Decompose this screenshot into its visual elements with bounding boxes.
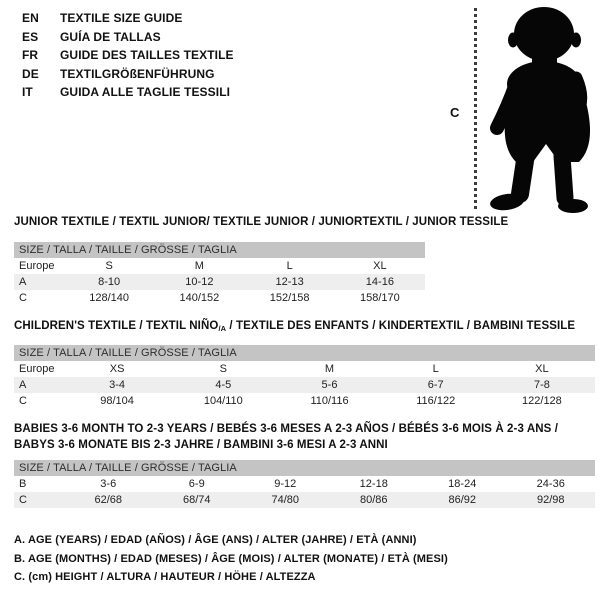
table-row (14, 377, 595, 393)
size-cell: 110/116 (310, 395, 349, 407)
size-cell: 128/140 (89, 292, 129, 304)
size-cell: 3-6 (100, 478, 117, 490)
size-cell: 158/170 (359, 292, 400, 304)
row-label: A (19, 379, 27, 391)
size-cell: 116/122 (416, 395, 456, 407)
table-row (14, 290, 425, 306)
size-cell: 12-13 (275, 276, 304, 288)
table-row (14, 258, 425, 274)
row-label: Europe (19, 363, 55, 375)
size-cell: 4-5 (215, 379, 232, 391)
size-cell: XL (535, 363, 549, 375)
table-row (14, 274, 425, 290)
language-code: ES (22, 29, 39, 44)
junior-table-title: JUNIOR TEXTILE / TEXTIL JUNIOR/ TEXTILE JUNIOR / JUNIORTEXTIL / JUNIOR TESSILE (14, 216, 509, 228)
size-cell: 9-12 (274, 478, 297, 490)
size-cell: 62/68 (94, 494, 123, 506)
babies-title-line2: BABYS 3-6 MONATE BIS 2-3 JAHRE / BAMBINI 3-6 MESI A 2-3 ANNI (14, 439, 388, 451)
size-cell: 92/98 (536, 494, 565, 506)
language-label: GUIDA ALLE TAGLIE TESSILI (60, 85, 231, 99)
children-title-post: / TEXTILE DES ENFANTS / KINDERTEXTIL / BAMBINI TESSILE (226, 320, 576, 332)
size-cell: 152/158 (269, 292, 310, 304)
row-label: C (19, 395, 27, 407)
children-table-title (14, 320, 575, 333)
baby-silhouette (480, 4, 598, 214)
size-cell: M (194, 260, 204, 272)
language-list (22, 9, 234, 102)
row-label: Europe (19, 260, 55, 272)
babies-title-line1: BABIES 3-6 MONTH TO 2-3 YEARS / BEBÉS 3-6 MESES A 2-3 AÑOS / BÉBÉS 3-6 MOIS À 2-3 ANS / (14, 423, 558, 435)
size-cell: L (432, 363, 439, 375)
note-height: C. (cm) HEIGHT / ALTURA / HAUTEUR / HÖHE / ALTEZZA (14, 571, 316, 583)
legend-notes (14, 531, 448, 587)
size-header-bar: SIZE / TALLA / TAILLE / GRÖSSE / TAGLIA (14, 345, 595, 361)
table-row (14, 476, 595, 492)
size-cell: 80/86 (359, 494, 388, 506)
language-label: TEXTILGRÖßENFÜHRUNG (60, 66, 215, 81)
note-age-months: B. AGE (MONTHS) / EDAD (MESES) / ÂGE (MOIS) / ALTER (MONATE) / ETÀ (MESI) (14, 552, 448, 565)
note-age-years: A. AGE (YEARS) / EDAD (AÑOS) / ÂGE (ANS) / ALTER (JAHRE) / ETÀ (ANNI) (14, 534, 417, 546)
size-cell: 68/74 (182, 494, 211, 506)
language-label: GUÍA DE TALLAS (60, 29, 161, 44)
size-cell: 122/128 (522, 395, 562, 407)
language-label: GUIDE DES TAILLES TEXTILE (60, 48, 234, 62)
size-cell: 104/110 (203, 395, 243, 407)
size-cell: 18-24 (448, 478, 477, 490)
language-label: TEXTILE SIZE GUIDE (60, 11, 183, 25)
size-cell: XS (109, 363, 125, 375)
row-label: B (19, 478, 27, 490)
size-cell: 24-36 (536, 478, 565, 490)
size-cell: 140/152 (179, 292, 220, 304)
language-row (22, 65, 234, 84)
table-row (14, 492, 595, 508)
row-label: A (19, 276, 27, 288)
size-cell: 6-7 (427, 379, 444, 391)
height-dotted-line (474, 8, 477, 209)
size-cell: 5-6 (321, 379, 338, 391)
size-header-bar: SIZE / TALLA / TAILLE / GRÖSSE / TAGLIA (14, 242, 425, 258)
language-row (22, 83, 234, 102)
language-code: EN (22, 11, 39, 25)
size-cell: 6-9 (188, 478, 205, 490)
language-row (22, 28, 234, 47)
size-cell: S (219, 363, 227, 375)
children-size-table (14, 345, 595, 409)
size-cell: XL (373, 260, 387, 272)
row-label: C (19, 494, 27, 506)
children-title-pre: CHILDREN'S TEXTILE / TEXTIL NIÑO (14, 320, 219, 332)
size-cell: 3-4 (109, 379, 126, 391)
babies-table-title (14, 421, 589, 453)
language-row (22, 9, 234, 28)
language-code: IT (22, 85, 33, 99)
language-code: FR (22, 48, 39, 62)
size-cell: 14-16 (365, 276, 394, 288)
babies-size-table (14, 460, 595, 508)
size-cell: L (286, 260, 293, 272)
figure-height-label: C (450, 105, 460, 120)
size-cell: 12-18 (359, 478, 388, 490)
junior-size-table (14, 242, 425, 306)
table-row (14, 393, 595, 409)
size-cell: 74/80 (271, 494, 300, 506)
size-header-bar: SIZE / TALLA / TAILLE / GRÖSSE / TAGLIA (14, 460, 595, 476)
size-cell: M (324, 363, 335, 375)
size-cell: 7-8 (533, 379, 550, 391)
children-title-sub: /A (218, 324, 227, 333)
table-row (14, 361, 595, 377)
size-cell: 86/92 (448, 494, 477, 506)
size-cell: S (105, 260, 113, 272)
size-cell: 98/104 (100, 395, 134, 407)
row-label: C (19, 292, 27, 304)
size-cell: 8-10 (98, 276, 121, 288)
language-row (22, 46, 234, 65)
language-code: DE (22, 66, 39, 81)
size-cell: 10-12 (185, 276, 214, 288)
